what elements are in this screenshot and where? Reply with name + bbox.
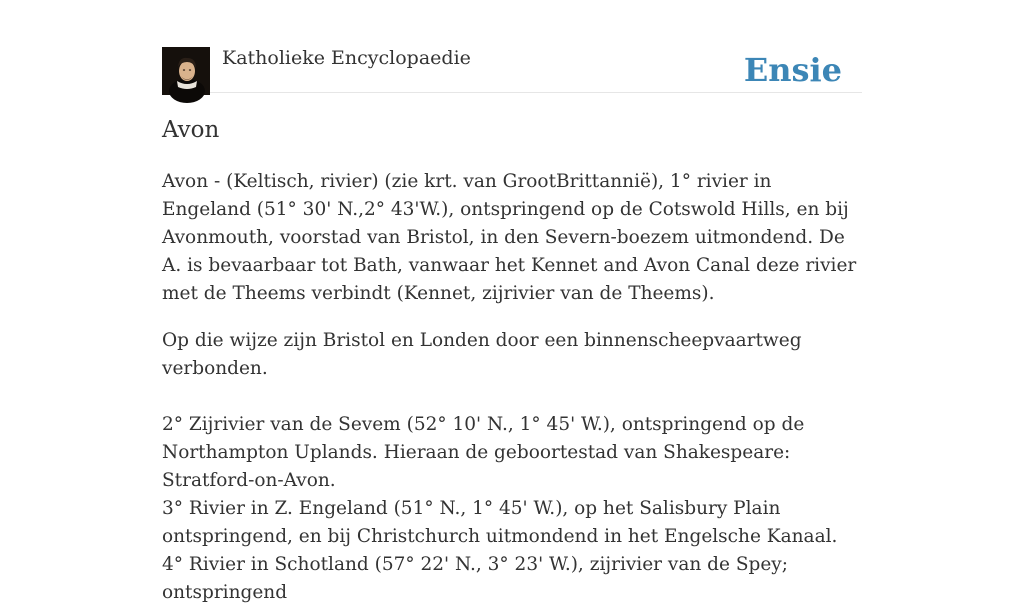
article-title: Avon [162,117,220,143]
paragraph: 2° Zijrivier van de Sevem (52° 10' N., 1° 45' W.), ontspringend op de Northampton Uplands. Hieraan de geboortestad van Shakespeare: Stratford-on-Avon. [162,414,805,491]
source-header [162,46,862,93]
ensie-logo[interactable]: Ensie [743,51,842,89]
paragraph: Op die wijze zijn Bristol en Londen door een binnenscheepvaartweg verbonden. [162,330,802,379]
paragraph: 4° Rivier in Schotland (57° 22' N., 3° 23' W.), zijrivier van de Spey; ontspringend [162,554,788,603]
article-body [162,168,862,607]
paragraph: Avon - (Keltisch, rivier) (zie krt. van GrootBrittannië), 1° rivier in Engeland (51° 30' N.,2° 43'W.), ontspringend op de Cotswold Hills, en bij Avonmouth, voorstad van Bristol, in den Severn-boezem uitmondend. De A. is bevaarbaar tot Bath, vanwaar het Kennet and Avon Canal deze rivier met de Theems verbindt (Kennet, zijrivier van de Theems). [162,171,857,304]
portrait-avatar-icon[interactable] [162,47,210,95]
source-title[interactable]: Katholieke Encyclopaedie [222,47,471,69]
paragraph: 3° Rivier in Z. Engeland (51° N., 1° 45' W.), op het Salisbury Plain ontspringend, en bij Christchurch uitmondend in het Engelsche Kanaal. [162,498,838,547]
